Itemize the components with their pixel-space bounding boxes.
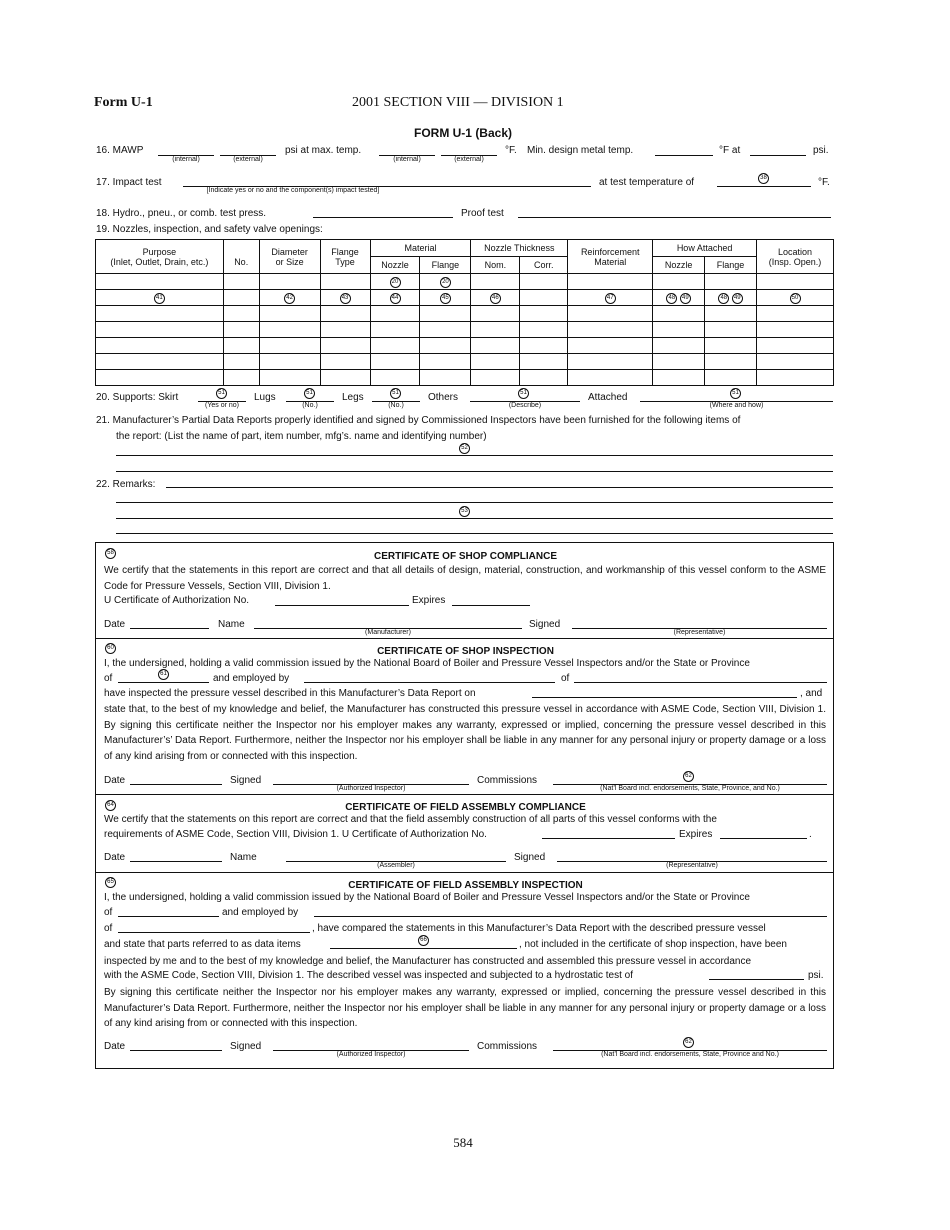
remarks-field-3[interactable]	[116, 518, 833, 519]
test-temp-field[interactable]	[717, 186, 811, 187]
internal-caption-2: (internal)	[393, 156, 421, 163]
col-thickness-nom: Nom.	[471, 257, 520, 274]
ref-badge: 44	[390, 293, 401, 304]
col-material: Material	[370, 240, 471, 257]
date-label: Date	[104, 619, 126, 630]
item-21-line2: the report: (List the name of part, item number, mfg’s. name and identifying number)	[116, 431, 487, 442]
field-line2: requirements of ASME Code, Section VIII, Division 1. U Certificate of Authorization No.	[104, 829, 487, 840]
ref-badge: 49	[732, 293, 743, 304]
cert-field-compliance-title: CERTIFICATE OF FIELD ASSEMBLY COMPLIANCE	[345, 802, 586, 813]
of-label: of	[104, 673, 113, 684]
auth-inspector-caption: (Authorized Inspector)	[336, 1051, 406, 1058]
degf-label-2: °F.	[818, 177, 830, 188]
field-line1: We certify that the statements on this report are correct and that the field assembly construction of all parts of this vessel conforms with the	[104, 814, 717, 825]
ref-badge: 62	[683, 771, 694, 782]
shop-insp-text: state that, to the best of my knowledge and belief, the Manufacturer has constructed this pressure vessel in accordance with ASME Code, Section VIII, Division 1. By signing this certificate neither the Inspector nor his employer makes any warranty, expressed or implied, concerning the pressure vessel described in this Manufacturer’s’ Data Report. Furthermore, neither the Inspector nor his employer shall be liable in any manner for any personal injury or property damage or a loss of any kind arising from or connected with this inspection.	[104, 704, 826, 762]
ref-badge: 43	[340, 293, 351, 304]
table-row	[96, 370, 834, 386]
table-row	[96, 338, 834, 354]
nb-caption: (Nat’l Board incl. endorsements, State, Province, and No.)	[600, 785, 780, 792]
col-attached-flange: Flange	[705, 257, 757, 274]
col-no: No.	[223, 240, 259, 274]
data-items-field[interactable]	[330, 948, 517, 949]
data-items-label: and state that parts referred to as data items	[104, 939, 301, 950]
cert-shop-inspection	[95, 638, 834, 795]
lugs-label: Lugs	[254, 392, 276, 403]
ref-badge: 51	[730, 388, 741, 399]
impact-test-label: 17. Impact test	[96, 177, 162, 188]
others-label: Others	[428, 392, 459, 403]
expires-label: Expires	[412, 595, 446, 606]
inspected-on-label: have inspected the pressure vessel described in this Manufacturer’s Data Report on	[104, 688, 476, 699]
of-label-2: of	[561, 673, 570, 684]
employed-by-label: and employed by	[222, 907, 299, 918]
describe-caption: (Describe)	[508, 402, 542, 409]
table-row	[96, 306, 834, 322]
ref-badge: 50	[790, 293, 801, 304]
page-title: FORM U-1 (Back)	[413, 126, 512, 140]
min-design-temp-field[interactable]	[655, 155, 713, 156]
external-caption: (external)	[233, 156, 263, 163]
hydro-test-label: 18. Hydro., pneu., or comb. test press.	[96, 208, 267, 219]
commissions-label: Commissions	[477, 1041, 538, 1052]
expires-field[interactable]	[452, 605, 530, 606]
external-caption-2: (external)	[454, 156, 484, 163]
ref-badge: 62	[683, 1037, 694, 1048]
col-attached-nozzle: Nozzle	[653, 257, 705, 274]
min-design-psi-field[interactable]	[750, 155, 806, 156]
cert-shop-compliance-text: We certify that the statements in this report are correct and that all details of design, material, construction, and workmanship of this vessel conform to the ASME Code for Pressure Vessels, Section VIII, Division 1.	[104, 565, 826, 592]
cert-shop-inspection-title: CERTIFICATE OF SHOP INSPECTION	[377, 646, 554, 657]
not-included-text: , not included in the certificate of shop inspection, have been	[519, 939, 787, 950]
of-label-2: of	[104, 923, 113, 934]
where-how-caption: (Where and how)	[709, 402, 764, 409]
ref-badge: 58	[105, 548, 116, 559]
inspection-date-field[interactable]	[532, 697, 797, 698]
nb-caption: (Nat’l Board incl. endorsements, State, Province and No.)	[601, 1051, 779, 1058]
signed-label: Signed	[230, 1041, 262, 1052]
ref-badge: 65	[105, 877, 116, 888]
ref-badge: 38	[758, 173, 769, 184]
min-design-label: Min. design metal temp.	[527, 145, 634, 156]
proof-test-field[interactable]	[518, 217, 831, 218]
ref-badge: 51	[390, 388, 401, 399]
shop-insp-line1: I, the undersigned, holding a valid commission issued by the National Board of Boiler and Pressure Vessel Inspectors and/or the State or Province	[104, 658, 750, 669]
hydro-test-field[interactable]	[313, 217, 453, 218]
ref-badge: 60	[105, 643, 116, 654]
col-material-flange: Flange	[420, 257, 471, 274]
remarks-label: 22. Remarks:	[96, 479, 156, 490]
ref-badge: 51	[216, 388, 227, 399]
col-flange-type: Flange Type	[320, 240, 370, 274]
cert-field-compliance	[95, 794, 834, 873]
ref-badge: 42	[284, 293, 295, 304]
ref-badge: 20	[390, 277, 401, 288]
period: .	[809, 829, 812, 840]
field-insp-line1: I, the undersigned, holding a valid commission issued by the National Board of Boiler and Pressure Vessel Inspectors and/or the State or Province	[104, 892, 750, 903]
ref-badge: 45	[440, 293, 451, 304]
field-insp-text: By signing this certificate neither the Inspector nor his employer makes any warranty, expressed or implied, concerning the pressure vessel described in this Manufacturer’s Data Report. Furthermore, neither the Inspector nor his employer shall be liable in any manner for any personal injury or property damage or a loss of any kind arising from or connected with this inspection.	[104, 987, 826, 1029]
cert-field-inspection-title: CERTIFICATE OF FIELD ASSEMBLY INSPECTION	[348, 880, 583, 891]
item-21-line1: 21. Manufacturer’s Partial Data Reports properly identified and signed by Commissioned Inspectors have been furnished for the following items of	[96, 415, 741, 426]
col-material-nozzle: Nozzle	[370, 257, 420, 274]
ref-badge: 51	[518, 388, 529, 399]
test-temp-label: at test temperature of	[599, 177, 695, 188]
state-province-field[interactable]	[118, 916, 219, 917]
signed-label: Signed	[529, 619, 561, 630]
hydrostatic-text: with the ASME Code, Section VIII, Division 1. The described vessel was inspected and subjected to a hydrostatic test of	[104, 970, 633, 981]
degf-label: °F.	[505, 145, 517, 156]
col-thickness-corr: Corr.	[520, 257, 568, 274]
table-row	[96, 274, 834, 290]
supports-skirt-label: 20. Supports: Skirt	[96, 392, 179, 403]
no-caption-2: (No.)	[388, 402, 404, 409]
page-number: 584	[453, 1135, 473, 1150]
table-row	[96, 290, 834, 306]
expires-label: Expires	[679, 829, 713, 840]
signed-label: Signed	[514, 852, 546, 863]
mawp-label: 16. MAWP	[96, 145, 144, 156]
name-label: Name	[218, 619, 245, 630]
name-label: Name	[230, 852, 257, 863]
col-nozzle-thickness: Nozzle Thickness	[471, 240, 568, 257]
psi-label: psi.	[808, 970, 824, 981]
employer-field[interactable]	[304, 682, 555, 683]
and-label: , and	[800, 688, 823, 699]
ref-badge: 20	[440, 277, 451, 288]
partial-reports-field[interactable]	[116, 455, 833, 456]
table-row	[96, 322, 834, 338]
nozzle-table	[95, 239, 834, 386]
psi-max-temp-label: psi at max. temp.	[285, 145, 362, 156]
ref-badge: 48	[666, 293, 677, 304]
ref-badge: 41	[154, 293, 165, 304]
impact-test-note: [Indicate yes or no and the component(s) impact tested]	[206, 187, 380, 194]
section-header: 2001 SECTION VIII — DIVISION 1	[352, 95, 564, 110]
ref-badge: 52	[459, 443, 470, 454]
ref-badge: 49	[680, 293, 691, 304]
ref-badge: 64	[105, 800, 116, 811]
date-field[interactable]	[130, 861, 222, 862]
ref-badge: 53	[459, 506, 470, 517]
cert-no-label: U Certificate of Authorization No.	[104, 595, 250, 606]
date-field[interactable]	[130, 628, 209, 629]
internal-caption: (internal)	[172, 156, 200, 163]
yes-no-caption: (Yes or no)	[205, 402, 239, 409]
ref-badge: 48	[718, 293, 729, 304]
auth-inspector-caption: (Authorized Inspector)	[336, 785, 406, 792]
of-label: of	[104, 907, 113, 918]
representative-caption: (Representative)	[666, 862, 718, 869]
no-caption: (No.)	[302, 402, 318, 409]
ref-badge: 66	[418, 935, 429, 946]
manufacturer-caption: (Manufacturer)	[365, 629, 411, 636]
table-row	[96, 354, 834, 370]
proof-test-label: Proof test	[461, 208, 504, 219]
cert-shop-compliance-title: CERTIFICATE OF SHOP COMPLIANCE	[374, 551, 557, 562]
col-reinforcement: Reinforcement Material	[568, 240, 653, 274]
state-province-field[interactable]	[118, 682, 209, 683]
date-label: Date	[104, 1041, 126, 1052]
ref-badge: 51	[304, 388, 315, 399]
attached-label: Attached	[588, 392, 628, 403]
employer-location-field[interactable]	[574, 682, 827, 683]
date-label: Date	[104, 775, 126, 786]
employed-by-label: and employed by	[213, 673, 290, 684]
remarks-field-2[interactable]	[116, 502, 833, 503]
remarks-field[interactable]	[166, 487, 833, 488]
cert-no-field[interactable]	[275, 605, 409, 606]
date-field[interactable]	[130, 1050, 222, 1051]
employer-location-field[interactable]	[118, 932, 310, 933]
col-how-attached: How Attached	[653, 240, 757, 257]
hydrostatic-psi-field[interactable]	[709, 979, 804, 980]
ref-badge: 61	[158, 669, 169, 680]
compared-text: , have compared the statements in this Manufacturer’s Data Report with the described pressure vessel	[312, 923, 766, 934]
col-diameter: Diameter or Size	[259, 240, 320, 274]
psi-label: psi.	[813, 145, 829, 156]
nozzles-label: 19. Nozzles, inspection, and safety valve openings:	[96, 224, 323, 235]
field-expires-field[interactable]	[720, 838, 807, 839]
ref-badge: 47	[605, 293, 616, 304]
legs-label: Legs	[342, 392, 364, 403]
form-id: Form U-1	[94, 95, 153, 110]
date-field[interactable]	[130, 784, 222, 785]
date-label: Date	[104, 852, 126, 863]
field-cert-no-field[interactable]	[542, 838, 675, 839]
cert-shop-compliance	[95, 542, 834, 639]
employer-field[interactable]	[314, 916, 827, 917]
partial-reports-field-2[interactable]	[116, 471, 833, 472]
col-purpose: Purpose (Inlet, Outlet, Drain, etc.)	[96, 240, 224, 274]
signed-label: Signed	[230, 775, 262, 786]
degf-at-label: °F at	[719, 145, 741, 156]
assembler-caption: (Assembler)	[377, 862, 415, 869]
ref-badge: 46	[490, 293, 501, 304]
commissions-label: Commissions	[477, 775, 538, 786]
remarks-field-4[interactable]	[116, 533, 833, 534]
cert-field-inspection	[95, 872, 834, 1069]
field-insp-line5: inspected by me and to the best of my knowledge and belief, the Manufacturer has constructed and assembled this pressure vessel in accordance	[104, 956, 752, 967]
representative-caption: (Representative)	[673, 629, 726, 636]
col-location: Location (Insp. Open.)	[757, 240, 834, 274]
